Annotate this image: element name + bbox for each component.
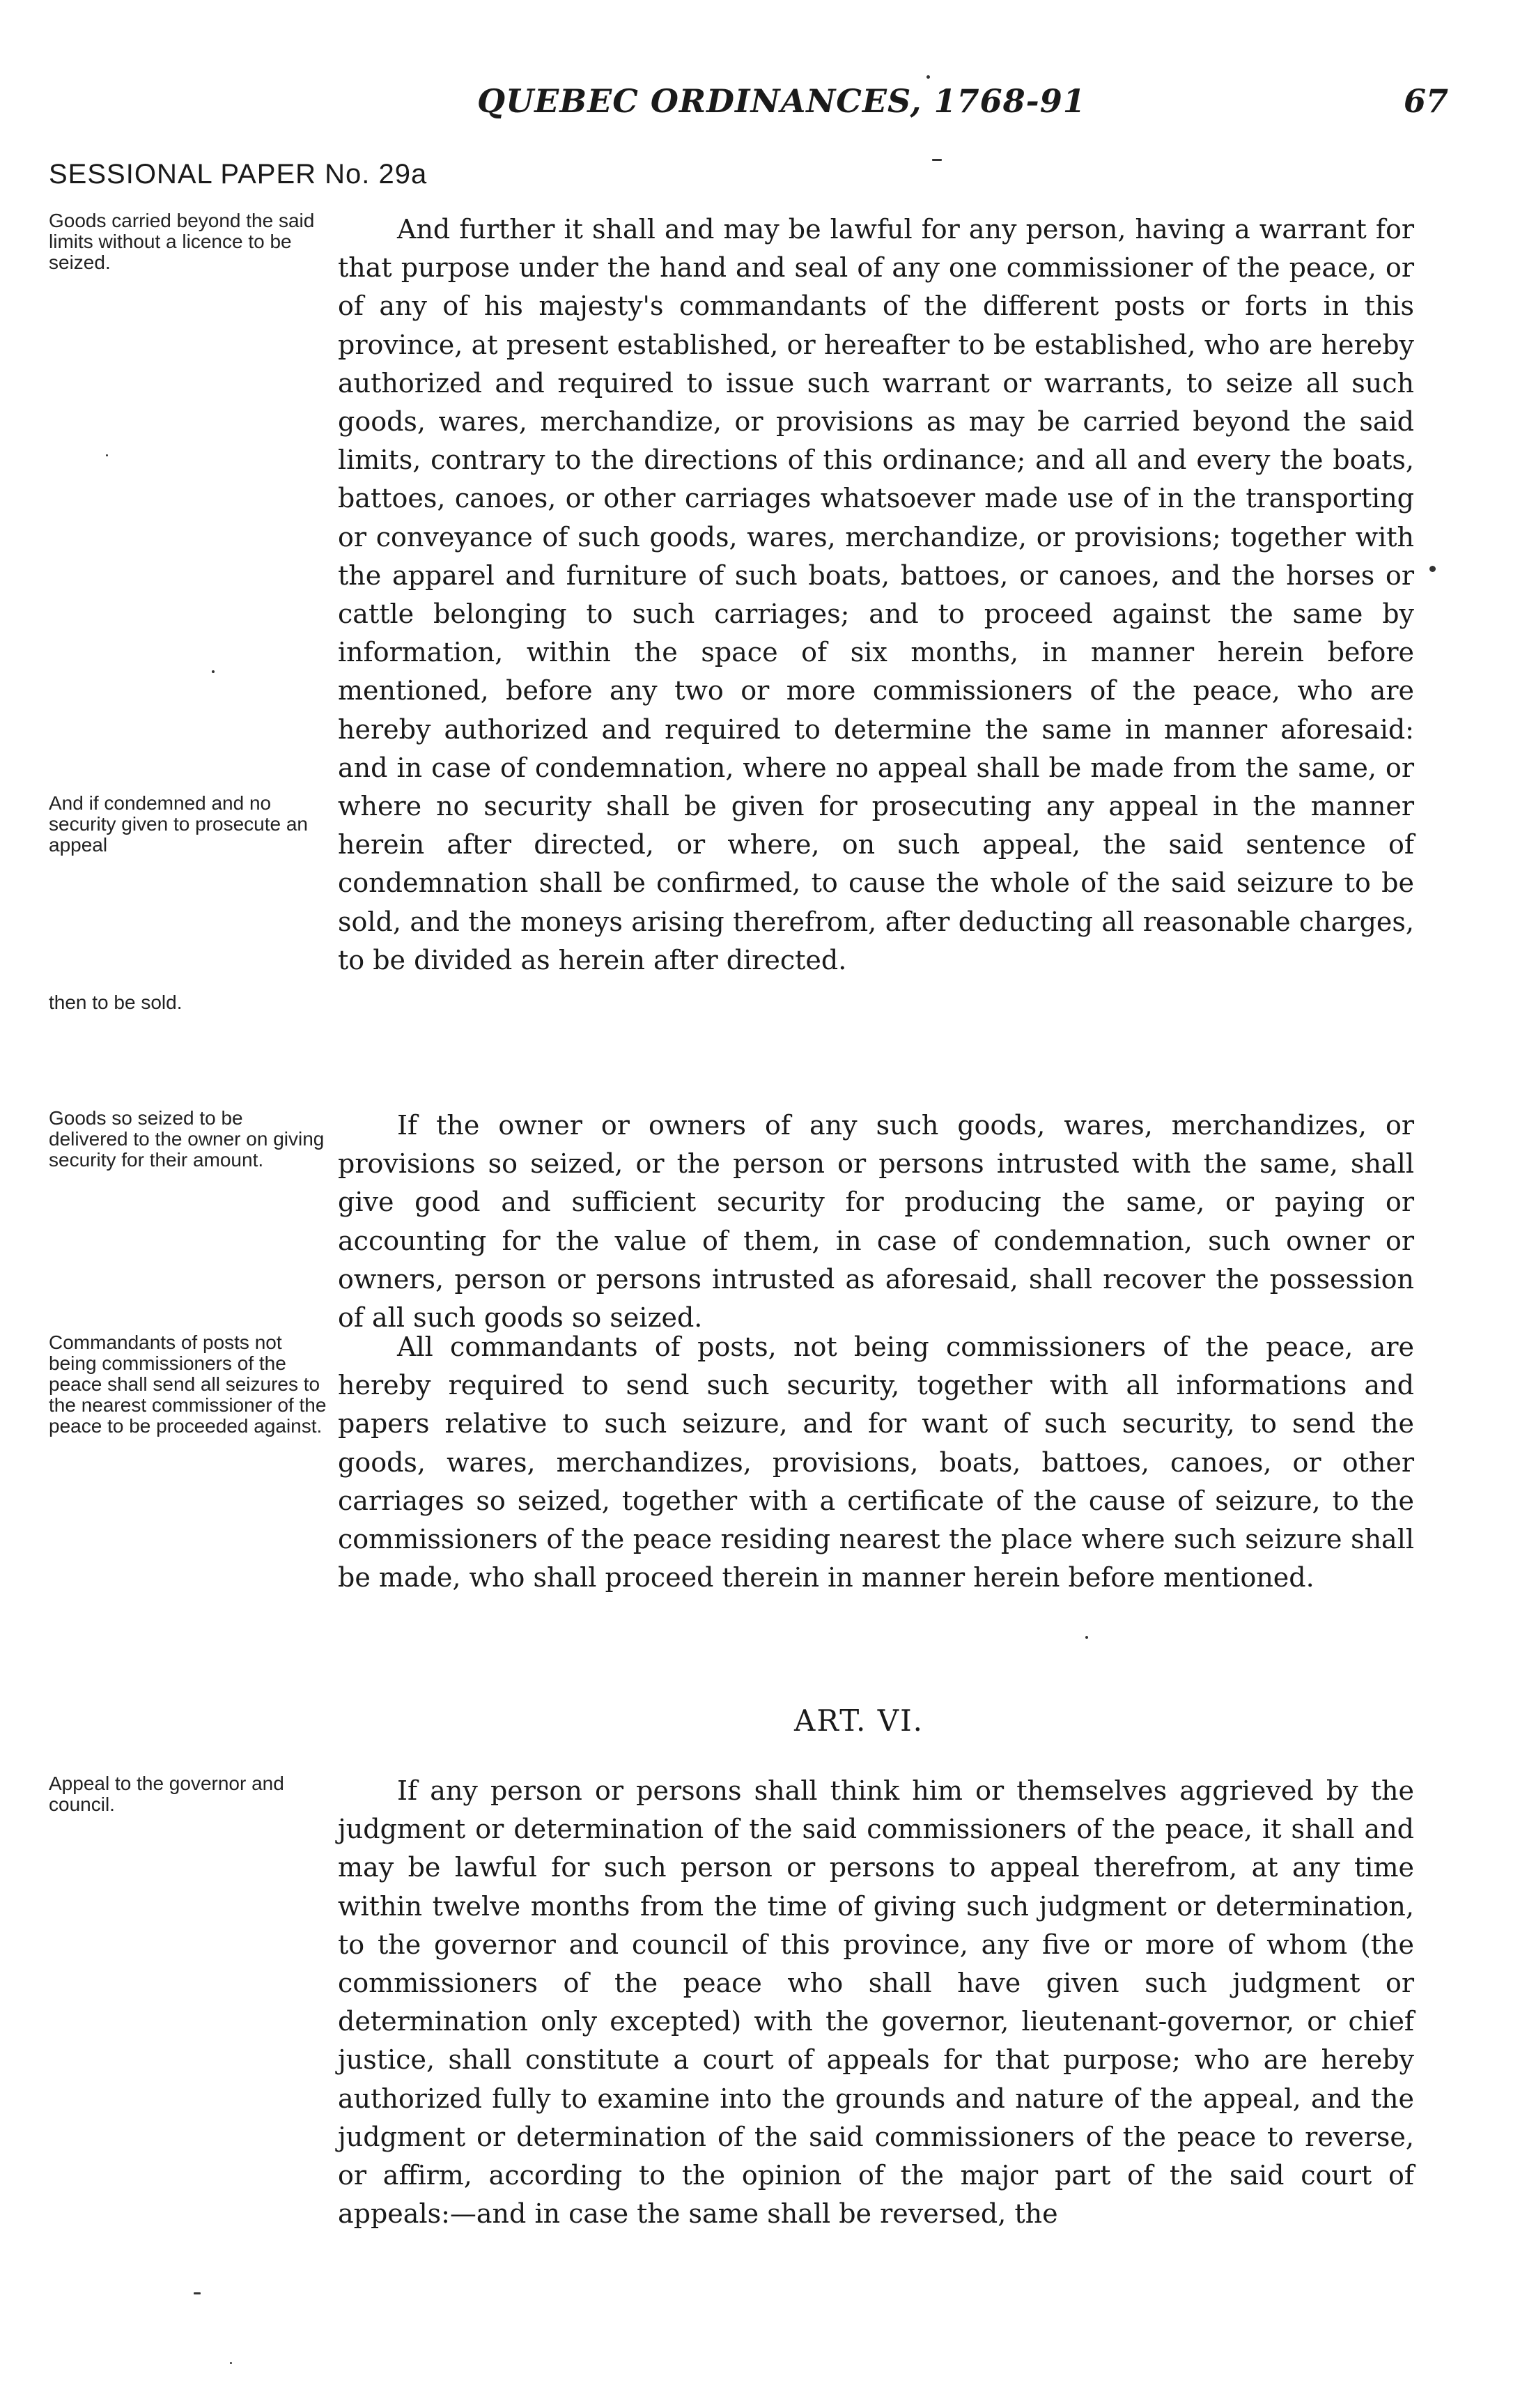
print-speck [230, 2362, 232, 2364]
margin-note-appeal: Appeal to the governor and council. [49, 1773, 284, 1815]
paragraph-appeal: If any person or persons shall think him or themselves aggrieved by the judgment or determination of the said commissioners of the peace, it shall and may be lawful for such person or persons to appeal therefrom, at any time within twelve months from the time of giving such judgment or determination, to the governor and council of this province, any five or more of whom (the commissioners of the peace who shall have given such judgment or determination only excepted) with the governor, lieutenant-governor, or chief justice, shall constitute a court of appeals for that purpose; who are hereby authorized fully to examine into the grounds and nature of the appeal, and the judgment or determination of the said commissioners of the peace to reverse, or affirm, according to the opinion of the major part of the said court of appeals:—and in case the same shall be reversed, the [338, 1775, 1414, 2230]
margin-note-condemned: And if condemned and no security given to prosecute an appeal [49, 792, 308, 856]
paragraph-seizure: And further it shall and may be lawful for any person, having a warrant for that purpose under the hand and seal of any one commissioner of the peace, or of any of his majesty's commandants of the different posts or forts in this province, at present established, or hereafter to be established, who are hereby authorized and required to issue such warrant or warrants, to seize all such goods, wares, merchandize, or provisions as may be carried beyond the said limits, contrary to the directions of this ordinance; and all and every the boats, battoes, canoes, or other carriages whatsoever made use of in the transporting or conveyance of such goods, wares, merchandize, or provisions; together with the apparel and furniture of such boats, battoes, or canoes, and the horses or cattle belonging to such carriages; and to proceed against the same by information, within the space of six months, in manner herein before mentioned, before any two or more commissioners of the peace, who are hereby authorized and required to determine the same in manner aforesaid: and in case of condemnation, where no appeal shall be made from the same, or where no security shall be given for prosecuting any appeal in the manner herein after directed, or where, on such appeal, the said sentence of condemnation shall be confirmed, to cause the whole of the said seizure to be sold, and the moneys arising therefrom, after deducting all reasonable charges, to be divided as herein after directed. [338, 214, 1414, 975]
margin-note-then-sold: then to be sold. [49, 991, 183, 1013]
article-heading: ART. VI. [794, 1704, 924, 1738]
sessional-paper-label: SESSIONAL PAPER No. 29a [49, 159, 428, 190]
print-speck [1085, 1636, 1088, 1639]
margin-note-delivered-to-owner: Goods so seized to be delivered to the owner on giving security for their amount. [49, 1107, 325, 1171]
print-speck [1429, 566, 1436, 572]
page-number: 67 [1404, 82, 1449, 120]
running-title: QUEBEC ORDINANCES, 1768-91 [477, 82, 1086, 120]
paragraph-security: If the owner or owners of any such goods, wares, merchandizes, or provisions so seized, or the person or persons intrusted with the same, shall give good and sufficient security for producing the same, or paying or accounting for the value of them, in case of condemnation, such owner or owners, person or persons intrusted as aforesaid, shall recover the possession of all such goods so seized. [338, 1110, 1414, 1334]
print-speck [194, 2292, 201, 2294]
print-speck [926, 75, 930, 79]
print-speck [106, 454, 108, 456]
paragraph-commandants: All commandants of posts, not being commissioners of the peace, are hereby required to send such security, together with all informations and papers relative to such seizure, and for want of such security, to send the goods, wares, merchandizes, provisions, boats, battoes, canoes, or other carriages so seized, together with a certificate of the cause of seizure, to the commissioners of the peace residing nearest the place where such seizure shall be made, who shall proceed therein in manner herein before mentioned. [338, 1332, 1414, 1593]
margin-note-goods-seized: Goods carried beyond the said limits without a licence to be seized. [49, 210, 315, 273]
print-speck [212, 670, 215, 673]
print-speck [932, 159, 942, 161]
running-header [0, 82, 1520, 138]
margin-note-commandants: Commandants of posts not being commissioners of the peace shall send all seizures to the nearest commissioner of the peace to be proceeded against. [49, 1332, 327, 1437]
